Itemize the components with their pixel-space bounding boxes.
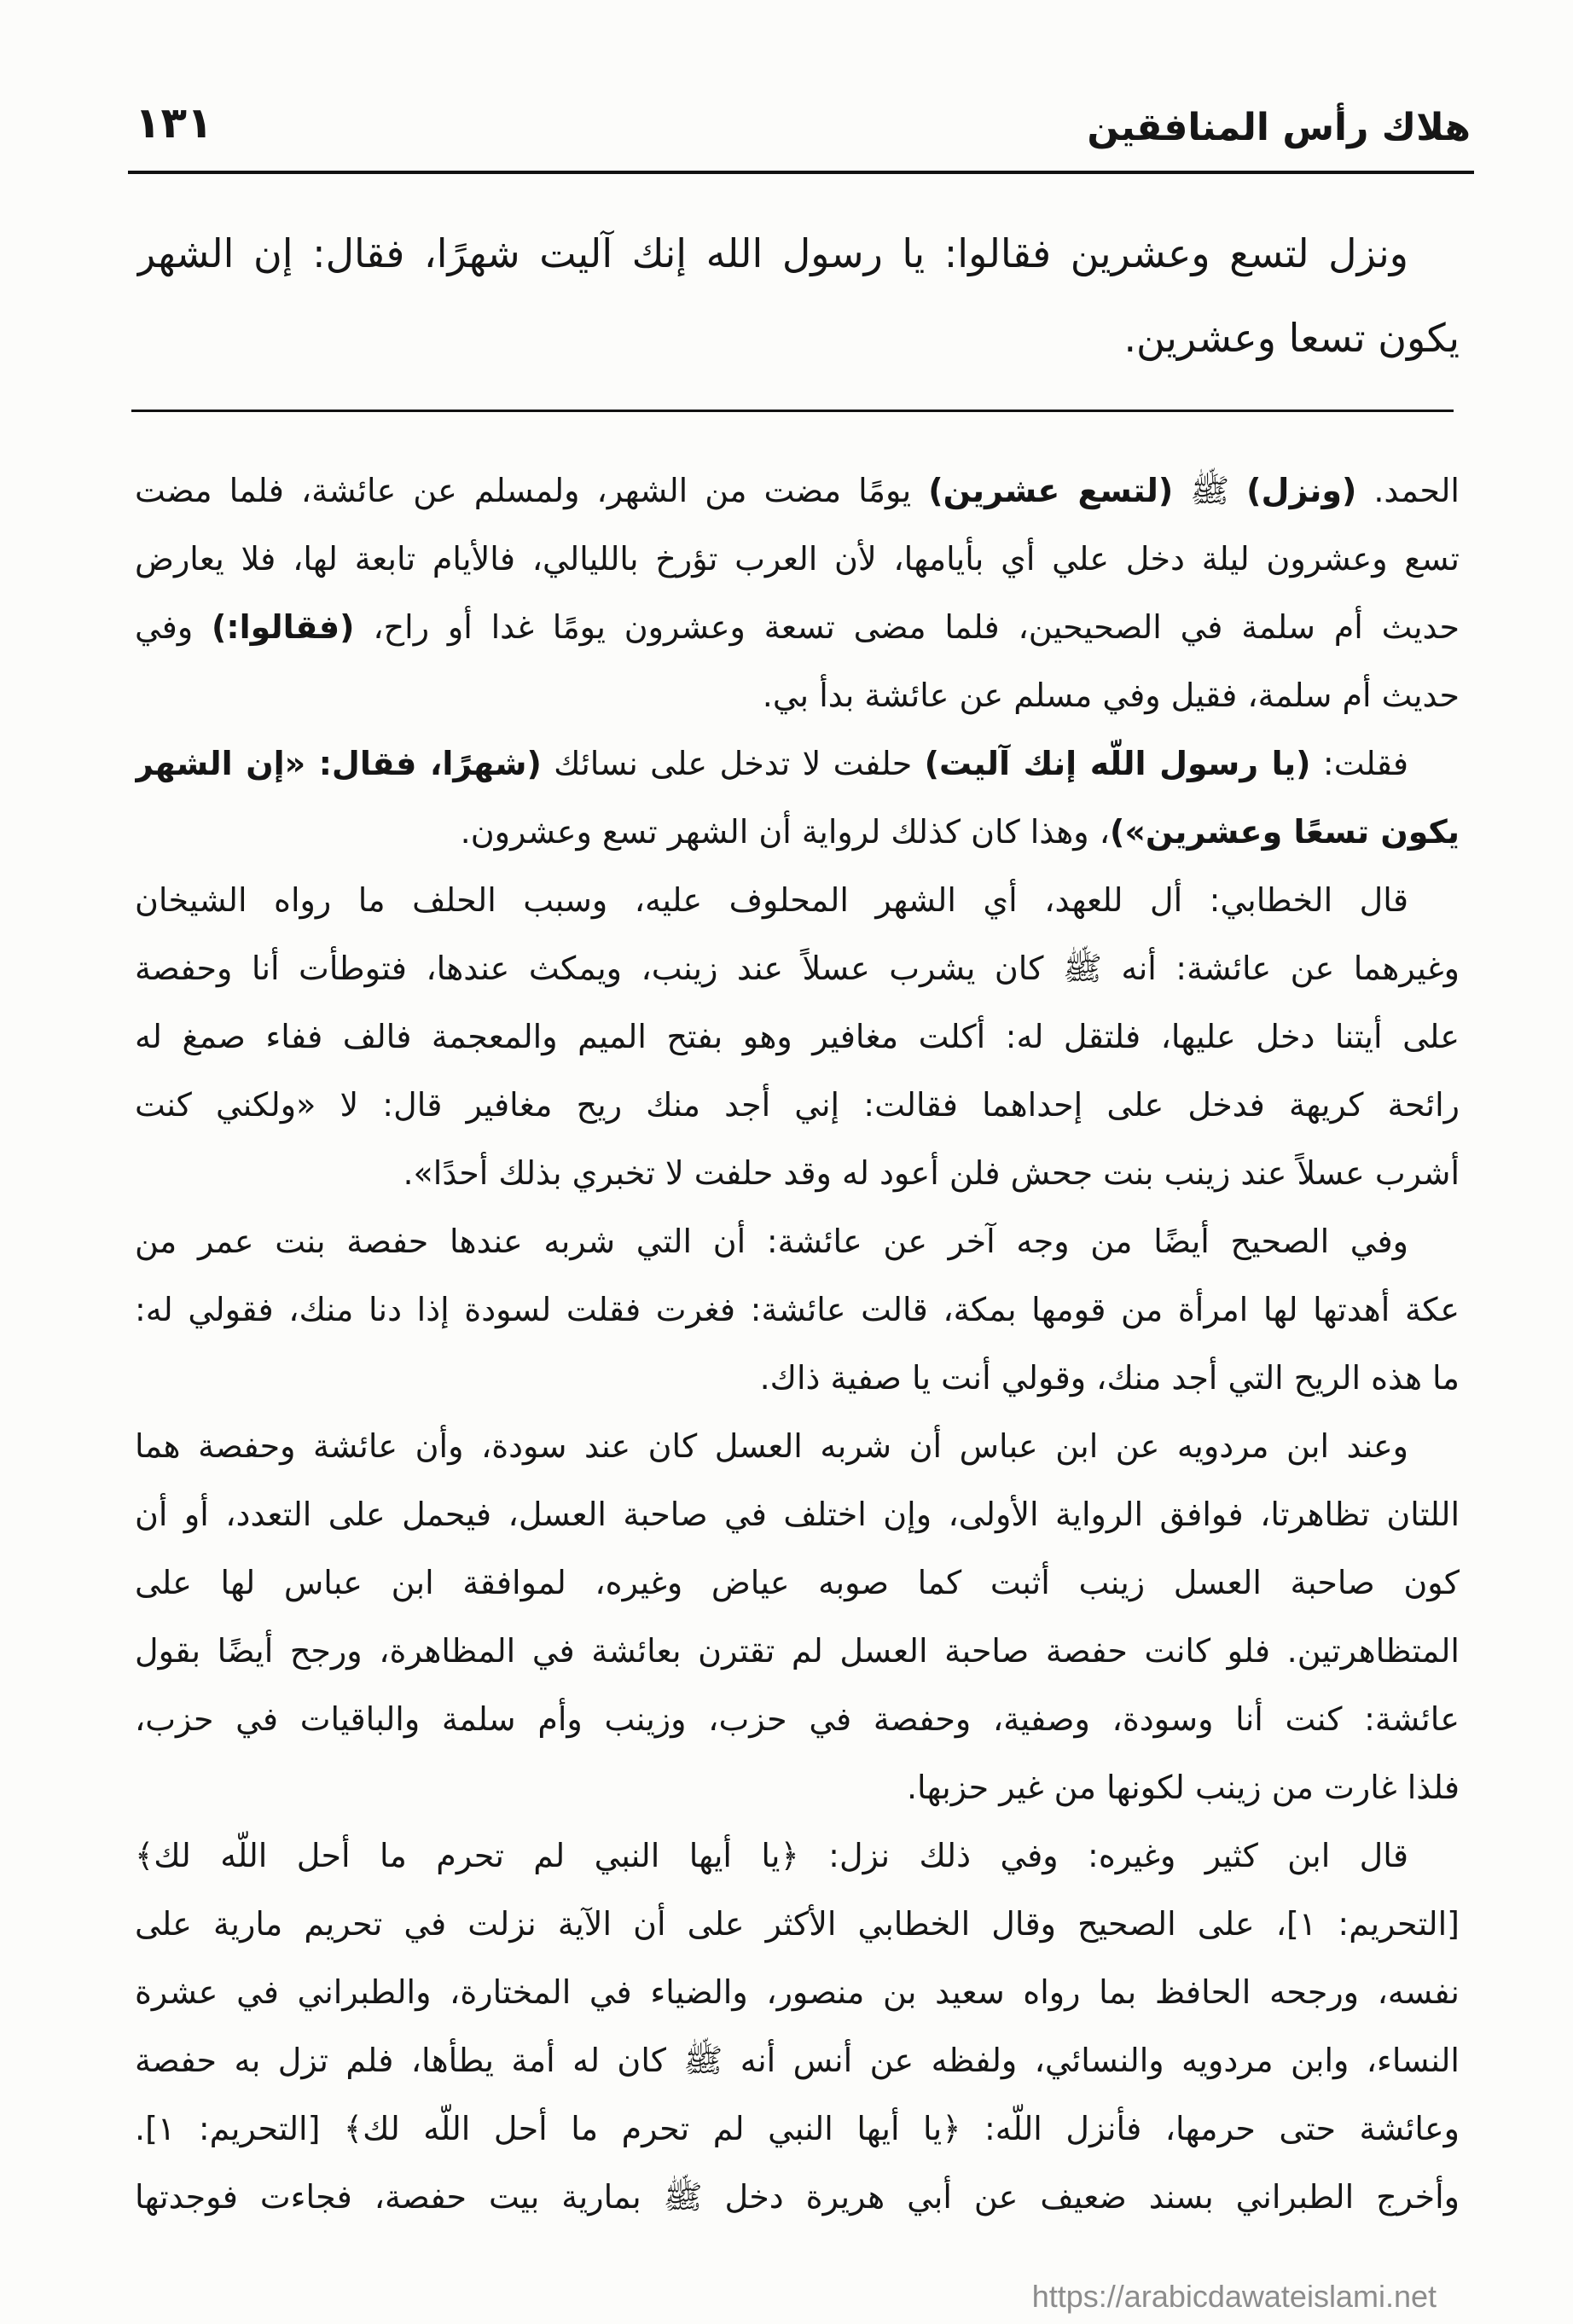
commentary-text: عائشة: كنت أنا وسودة، وصفية، وحفصة في حزب، وزينب وأم سلمة والباقيات في حزب، bbox=[135, 1700, 1460, 1738]
commentary-line bbox=[135, 525, 1460, 593]
commentary-line bbox=[135, 1344, 1460, 1412]
quoted-matn-text: (شهرًا، فقال: «إن الشهر bbox=[135, 745, 542, 782]
commentary-line bbox=[135, 1207, 1460, 1275]
commentary-text: على أيتنا دخل عليها، فلتقل له: أكلت مغافير وهو بفتح الميم والمعجمة فالف ففاء صمغ له bbox=[135, 1018, 1460, 1055]
commentary-line bbox=[135, 729, 1460, 798]
commentary-line bbox=[135, 1821, 1460, 1890]
commentary-text: فقلت: bbox=[1310, 745, 1408, 782]
commentary-line bbox=[135, 1071, 1460, 1139]
matn-line: ونزل لتسع وعشرين فقالوا: يا رسول الله إنك آليت شهرًا، فقال: إن الشهر bbox=[136, 230, 1408, 276]
matn-block bbox=[136, 212, 1460, 381]
commentary-paragraph bbox=[135, 866, 1460, 1207]
commentary-line bbox=[135, 1958, 1460, 2026]
commentary-text: تسع وعشرون ليلة دخل علي أي بأيامها، لأن العرب تؤرخ بالليالي، فالأيام تابعة لها، فلا يعارض bbox=[135, 540, 1460, 578]
commentary-line bbox=[135, 1480, 1460, 1548]
commentary-block bbox=[135, 456, 1460, 2231]
commentary-line bbox=[135, 1412, 1460, 1480]
commentary-line bbox=[135, 1002, 1460, 1071]
commentary-line bbox=[135, 1617, 1460, 1685]
commentary-text: وأخرج الطبراني بسند ضعيف عن أبي هريرة دخل ﷺ بمارية بيت حفصة، فجاءت فوجدتها bbox=[135, 2178, 1460, 2216]
commentary-text: قال الخطابي: أل للعهد، أي الشهر المحلوف عليه، وسبب الحلف ما رواه الشيخان bbox=[135, 881, 1408, 919]
commentary-line bbox=[135, 593, 1460, 661]
commentary-text: المتظاهرتين. فلو كانت حفصة صاحبة العسل لم تقترن بعائشة في المظاهرة، ورجح أيضًا بقول bbox=[135, 1632, 1460, 1670]
commentary-paragraph bbox=[135, 1821, 1460, 2231]
commentary-text: وفي الصحيح أيضًا من وجه آخر عن عائشة: أن التي شربه عندها حفصة بنت عمر من bbox=[135, 1223, 1408, 1260]
quoted-matn-text: (لتسع عشرين) bbox=[928, 472, 1174, 509]
commentary-line bbox=[135, 866, 1460, 934]
commentary-paragraph bbox=[135, 1412, 1460, 1821]
commentary-text: وعائشة حتى حرمها، فأنزل اللّه: ﴿يا أيها النبي لم تحرم ما أحل اللّه لك﴾ [التحريم: ١]. bbox=[135, 2110, 1460, 2147]
page-number: ١٣١ bbox=[135, 98, 213, 148]
commentary-line bbox=[135, 2095, 1460, 2163]
commentary-line bbox=[135, 456, 1460, 525]
commentary-text: فلذا غارت من زينب لكونها من غير حزبها. bbox=[906, 1769, 1460, 1806]
commentary-paragraph bbox=[135, 456, 1460, 729]
commentary-text: قال ابن كثير وغيره: وفي ذلك نزل: ﴿يا أيها النبي لم تحرم ما أحل اللّه لك﴾ bbox=[135, 1837, 1408, 1874]
commentary-text: كون صاحبة العسل زينب أثبت كما صوبه عياض وغيره، لموافقة ابن عباس لها على bbox=[135, 1564, 1460, 1601]
commentary-text: حديث أم سلمة، فقيل وفي مسلم عن عائشة بدأ بي. bbox=[762, 677, 1460, 714]
commentary-line bbox=[135, 1753, 1460, 1821]
quoted-matn-text: يكون تسعًا وعشرين») bbox=[1109, 813, 1460, 851]
commentary-line bbox=[135, 661, 1460, 729]
quoted-matn-text: (يا رسول اللّه إنك آليت) bbox=[924, 745, 1311, 782]
commentary-text: حلفت لا تدخل على نسائك bbox=[541, 745, 925, 782]
commentary-text: حديث أم سلمة في الصحيحين، فلما مضى تسعة وعشرون يومًا غدا أو راح، bbox=[354, 608, 1460, 646]
watermark-url: https://arabicdawateislami.net bbox=[1031, 2279, 1437, 2314]
commentary-line bbox=[135, 1890, 1460, 1958]
commentary-line bbox=[135, 1685, 1460, 1753]
commentary-text: وفي bbox=[135, 608, 212, 646]
header-rule bbox=[128, 171, 1474, 174]
commentary-text: ﷺ bbox=[1173, 472, 1247, 509]
commentary-line bbox=[135, 1548, 1460, 1617]
commentary-paragraph bbox=[135, 729, 1460, 866]
quoted-matn-text: (فقالوا:) bbox=[212, 608, 355, 646]
commentary-text: الحمد. bbox=[1356, 472, 1460, 509]
commentary-text: وغيرهما عن عائشة: أنه ﷺ كان يشرب عسلاً عند زينب، ويمكث عندها، فتوطأت أنا وحفصة bbox=[135, 950, 1460, 987]
quoted-matn-text: (ونزل) bbox=[1246, 472, 1357, 509]
commentary-line bbox=[135, 1139, 1460, 1207]
commentary-text: وعند ابن مردويه عن ابن عباس أن شربه العسل كان عند سودة، وأن عائشة وحفصة هما bbox=[135, 1427, 1408, 1465]
commentary-line bbox=[135, 798, 1460, 866]
commentary-text: ما هذه الريح التي أجد منك، وقولي أنت يا صفية ذاك. bbox=[759, 1359, 1460, 1397]
commentary-line bbox=[135, 1275, 1460, 1344]
commentary-line bbox=[135, 2163, 1460, 2231]
commentary-text: ، وهذا كان كذلك لرواية أن الشهر تسع وعشرون. bbox=[460, 813, 1110, 851]
commentary-text: أشرب عسلاً عند زينب بنت جحش فلن أعود له وقد حلفت لا تخبري بذلك أحدًا». bbox=[403, 1154, 1460, 1192]
page-header bbox=[128, 96, 1474, 160]
commentary-text: النساء، وابن مردويه والنسائي، ولفظه عن أنس أنه ﷺ كان له أمة يطأها، فلم تزل به حفصة bbox=[135, 2042, 1460, 2079]
commentary-text: نفسه، ورجحه الحافظ بما رواه سعيد بن منصور، والضياء في المختارة، والطبراني في عشرة bbox=[135, 1973, 1460, 2011]
commentary-paragraph bbox=[135, 1207, 1460, 1412]
commentary-line bbox=[135, 934, 1460, 1002]
commentary-text: عكة أهدتها لها امرأة من قومها بمكة، قالت عائشة: فغرت فقلت لسودة إذا دنا منك، فقولي له: bbox=[135, 1291, 1460, 1328]
separator-rule bbox=[131, 410, 1454, 412]
commentary-text: رائحة كريهة فدخل على إحداهما فقالت: إني أجد منك ريح مغافير قال: لا «ولكني كنت bbox=[135, 1086, 1460, 1124]
commentary-text: اللتان تظاهرتا، فوافق الرواية الأولى، وإن اختلف في صاحبة العسل، فيحمل على التعدد، أو أن bbox=[135, 1496, 1460, 1533]
page-title: هلاك رأس المنافقين bbox=[1087, 106, 1471, 149]
commentary-line bbox=[135, 2026, 1460, 2095]
commentary-text: يومًا مضت من الشهر، ولمسلم عن عائشة، فلما مضت bbox=[135, 472, 929, 509]
commentary-text: [التحريم: ١]، على الصحيح وقال الخطابي الأكثر على أن الآية نزلت في تحريم مارية على bbox=[135, 1905, 1460, 1943]
matn-line: يكون تسعا وعشرين. bbox=[1123, 315, 1460, 361]
